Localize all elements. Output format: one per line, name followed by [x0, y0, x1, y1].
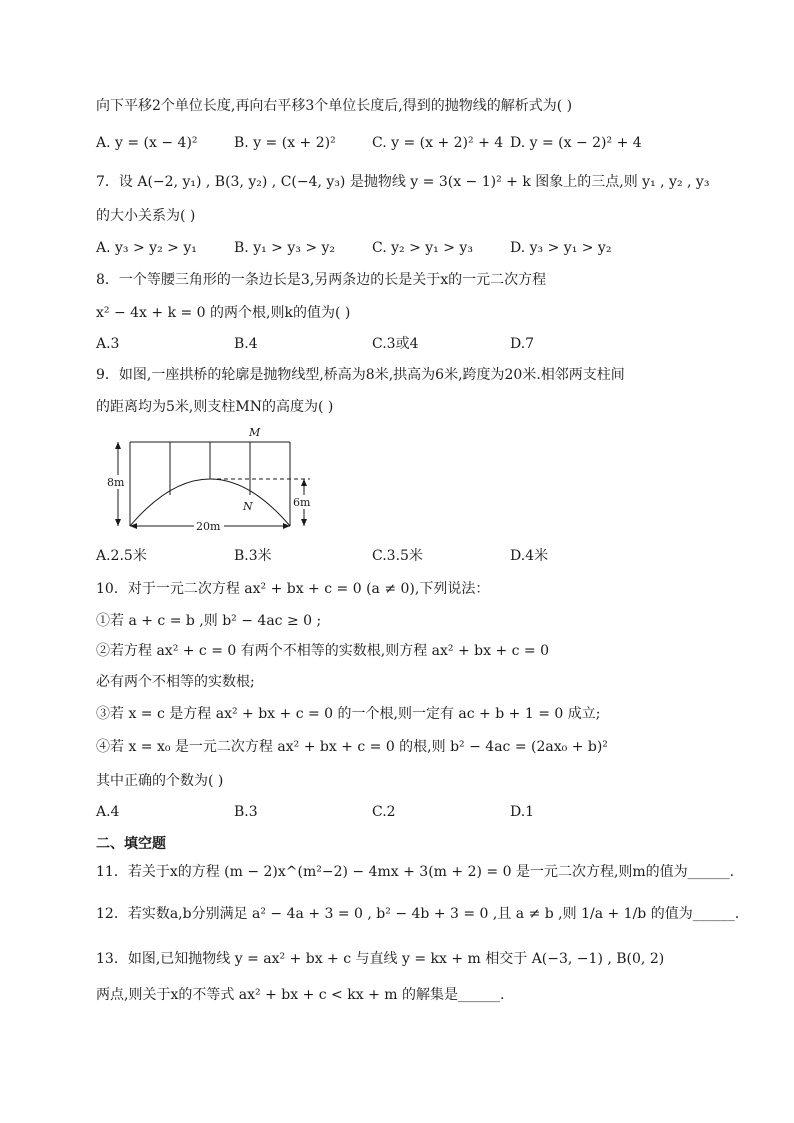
q10-statement-3: ③若 x = c 是方程 ax² + bx + c = 0 的一个根,则一定有 ac + b + 1 = 0 成立; — [96, 706, 601, 722]
q8-option-c: C.3或4 — [372, 336, 419, 352]
label-6m: 6m — [293, 496, 311, 509]
q6-option-b: B. y = (x + 2)² — [234, 135, 336, 151]
arrow-left-icon — [130, 523, 137, 529]
q7-stem-line1: 7．设 A(−2, y₁) , B(3, y₂) , C(−4, y₃) 是抛物线 y = 3(x − 1)² + k 图象上的三点,则 y₁ , y₂ , y₃ — [96, 174, 710, 190]
label-n: N — [243, 500, 253, 513]
arrow-right-icon — [283, 523, 290, 529]
q10-statement-2b: 必有两个不相等的实数根; — [96, 674, 255, 690]
q8-option-a: A.3 — [96, 336, 120, 352]
arrow-up-icon — [115, 442, 121, 449]
q9-option-c: C.3.5米 — [372, 548, 423, 564]
q12-stem: 12．若实数a,b分别满足 a² − 4a + 3 = 0 , b² − 4b + 3 = 0 ,且 a ≠ b ,则 1/a + 1/b 的值为______. — [96, 906, 740, 922]
label-8m: 8m — [107, 476, 125, 489]
q13-stem-line1: 13．如图,已知抛物线 y = ax² + bx + c 与直线 y = kx + m 相交于 A(−3, −1) , B(0, 2) — [96, 951, 665, 967]
section-heading-fill-in: 二、填空题 — [96, 836, 166, 852]
q7-option-b: B. y₁ > y₃ > y₂ — [234, 240, 336, 256]
q8-stem-line1: 8．一个等腰三角形的一条边长是3,另两条边的长是关于x的一元二次方程 — [96, 272, 547, 288]
q8-option-b: B.4 — [234, 336, 258, 352]
q6-stem: 向下平移2个单位长度,再向右平移3个单位长度后,得到的抛物线的解析式为( ) — [96, 98, 573, 114]
q9-stem-line1: 9．如图,一座拱桥的轮廓是抛物线型,桥高为8米,拱高为6米,跨度为20米.相邻两支柱间 — [96, 367, 625, 383]
arrow-down-icon — [301, 519, 307, 526]
q10-stem: 10．对于一元二次方程 ax² + bx + c = 0 (a ≠ 0),下列说法： — [96, 581, 490, 597]
q10-statement-2a: ②若方程 ax² + c = 0 有两个不相等的实数根,则方程 ax² + bx + c = 0 — [96, 643, 550, 659]
q10-statement-4: ④若 x = x₀ 是一元二次方程 ax² + bx + c = 0 的根,则 b² − 4ac = (2ax₀ + b)² — [96, 739, 608, 755]
q9-option-d: D.4米 — [510, 548, 549, 564]
q7-stem-line2: 的大小关系为( ) — [96, 208, 196, 224]
q13-stem-line2: 两点,则关于x的不等式 ax² + bx + c < kx + m 的解集是______. — [96, 987, 505, 1003]
arrow-down-icon — [115, 519, 121, 526]
q10-option-d: D.1 — [510, 804, 535, 820]
q9-stem-line2: 的距离均为5米,则支柱MN的高度为( ) — [96, 399, 334, 415]
q10-option-b: B.3 — [234, 804, 258, 820]
arch-bridge-figure — [96, 424, 326, 540]
q7-option-d: D. y₃ > y₁ > y₂ — [510, 240, 612, 256]
q7-option-a: A. y₃ > y₂ > y₁ — [96, 240, 197, 256]
q9-option-b: B.3米 — [234, 548, 272, 564]
label-m: M — [249, 426, 261, 439]
parabolic-arch — [130, 479, 290, 526]
q10-option-c: C.2 — [372, 804, 396, 820]
label-20m: 20m — [196, 520, 221, 533]
q9-option-a: A.2.5米 — [96, 548, 147, 564]
q6-option-d: D. y = (x − 2)² + 4 — [510, 135, 642, 151]
arrow-up-icon — [301, 479, 307, 486]
q8-option-d: D.7 — [510, 336, 535, 352]
q10-statement-1: ①若 a + c = b ,则 b² − 4ac ≥ 0 ; — [96, 613, 322, 629]
q7-option-c: C. y₂ > y₁ > y₃ — [372, 240, 473, 256]
q10-ask: 其中正确的个数为( ) — [96, 773, 224, 789]
q11-stem: 11．若关于x的方程 (m − 2)x^(m²−2) − 4mx + 3(m + 2) = 0 是一元二次方程,则m的值为______. — [96, 864, 735, 880]
q6-option-a: A. y = (x − 4)² — [96, 135, 198, 151]
q6-option-c: C. y = (x + 2)² + 4 — [372, 135, 504, 151]
q10-option-a: A.4 — [96, 804, 120, 820]
q8-stem-line2: x² − 4x + k = 0 的两个根,则k的值为( ) — [96, 305, 351, 321]
